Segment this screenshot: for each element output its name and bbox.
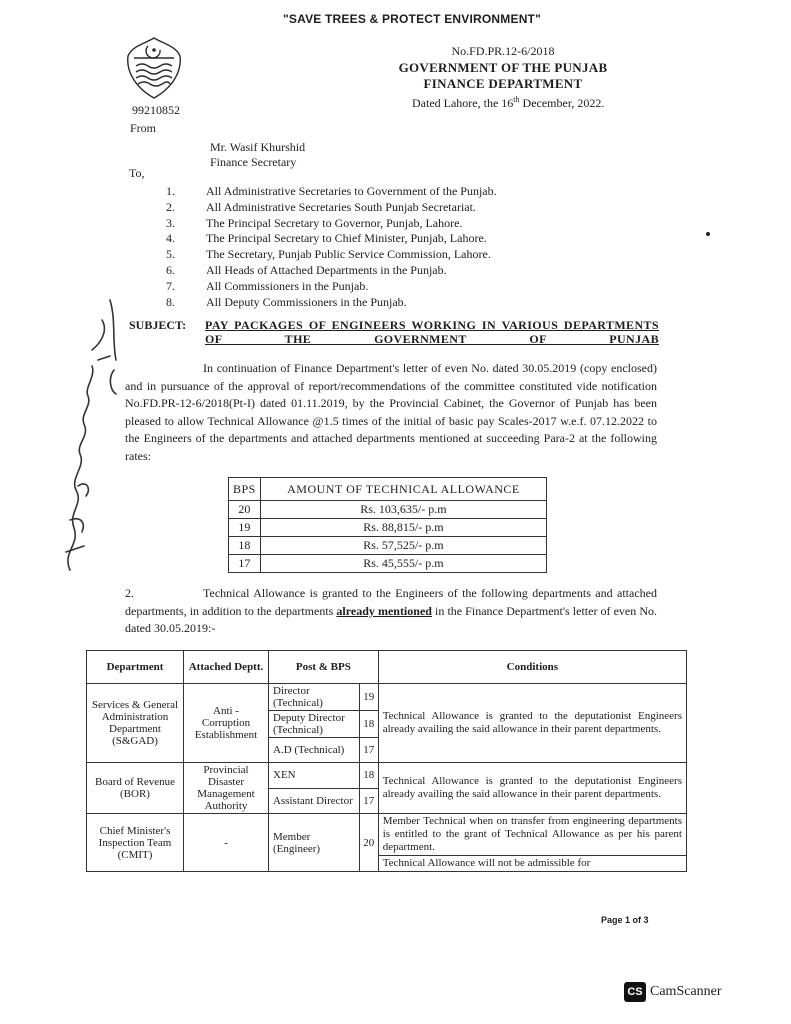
conditions-cell: Technical Allowance is granted to the deputationist Engineers already availing the said allowance in their parent departments.: [378, 763, 686, 814]
amount-cell: Rs. 103,635/- p.m: [260, 501, 546, 519]
letter-date: Dated Lahore, the 16th December, 2022.: [412, 95, 605, 110]
header-bps: BPS: [229, 478, 261, 501]
department-name: FINANCE DEPARTMENT: [423, 76, 583, 91]
addressee-item: 2. All Administrative Secretaries South Punjab Secretariat.: [166, 199, 476, 214]
bps-cell: 20: [359, 814, 378, 872]
department-cell: Services & General Administration Department (S&GAD): [87, 684, 184, 763]
sender-block: [210, 140, 305, 170]
addressee-list: [166, 184, 497, 310]
bps-cell: 18: [359, 763, 378, 789]
table-row: [87, 763, 687, 789]
table-row: [229, 519, 547, 537]
department-cell: Board of Revenue (BOR): [87, 763, 184, 814]
conditions-cell: Technical Allowance is granted to the deputationist Engineers already availing the said allowance in their parent departments.: [378, 684, 686, 763]
bps-cell: 18: [229, 537, 261, 555]
from-label: From: [130, 121, 157, 135]
camscanner-logo-icon: CS: [624, 982, 646, 1002]
sender-name: Mr. Wasif Khurshid: [210, 140, 306, 154]
department-cell: Chief Minister's Inspection Team (CMIT): [87, 814, 184, 872]
bps-cell: 20: [229, 501, 261, 519]
amount-cell: Rs. 88,815/- p.m: [260, 519, 546, 537]
header-department: Department: [87, 651, 184, 684]
table-row: [229, 537, 547, 555]
bps-cell: 18: [359, 711, 378, 738]
bps-cell: 17: [229, 555, 261, 573]
department-table: [86, 650, 687, 872]
attached-dept-cell: Provincial Disaster Management Authority: [184, 763, 269, 814]
paragraph-2-number: 2.: [125, 586, 134, 600]
addressee-item: 3. The Principal Secretary to Governor, Punjab, Lahore.: [166, 215, 463, 230]
conditions-cell: Member Technical when on transfer from engineering departments is entitled to the grant of Technical Allowance as per his parent department.: [378, 814, 686, 856]
addressee-item: 7. All Commissioners in the Punjab.: [166, 278, 369, 293]
scan-speck: [706, 232, 710, 236]
paragraph-1: In continuation of Finance Department's letter of even No. dated 30.05.2019 (copy enclosed) and in pursuance of the approval of report/recommendations of the committee constituted vide notification No.FD.PR-12-6/2018(Pt-I) dated 01.11.2019, by the Provincial Cabinet, the Governor of Punjab has been pleased to allow Technical Allowance @1.5 times of the initial of basic pay Scales-2017 w.e.f. 07.12.2022 to the Engineers of the departments and attached departments mentioned at succeeding Para-2 at the following rates:: [125, 361, 657, 463]
header-attached: Attached Deptt.: [184, 651, 269, 684]
bps-cell: 19: [359, 684, 378, 711]
paragraph-2: 2. Technical Allowance is granted to the Engineers of the following departments and attached departments, in addition to the departments already mentioned in the Finance Department's letter of even No. dated 30.05.2019:-: [125, 586, 657, 635]
post-cell: Deputy Director (Technical): [269, 711, 360, 738]
amount-cell: Rs. 45,555/- p.m: [260, 555, 546, 573]
subject-label: SUBJECT:: [129, 318, 187, 332]
punjab-crest-logo: [124, 36, 184, 100]
addressee-item: 1. All Administrative Secretaries to Government of the Punjab.: [166, 184, 497, 198]
amount-cell: Rs. 57,525/- p.m: [260, 537, 546, 555]
post-cell: Member (Engineer): [269, 814, 360, 872]
conditions-cell: Technical Allowance will not be admissible for: [378, 856, 686, 872]
letterhead: [373, 44, 633, 92]
to-label: To,: [129, 166, 145, 180]
bps-cell: 19: [229, 519, 261, 537]
handwritten-signature: [40, 290, 120, 580]
attached-dept-cell: -: [184, 814, 269, 872]
letter-number: No.FD.PR.12-6/2018: [451, 44, 555, 58]
addressee-item: 4. The Principal Secretary to Chief Minister, Punjab, Lahore.: [166, 231, 487, 246]
table-header-row: [87, 651, 687, 684]
header-conditions: Conditions: [378, 651, 686, 684]
camscanner-text: CamScanner: [650, 984, 722, 999]
sender-designation: Finance Secretary: [210, 155, 297, 169]
addressee-item: 6. All Heads of Attached Departments in the Punjab.: [166, 262, 447, 277]
page-number: Page 1 of 3: [601, 915, 649, 925]
table-header-row: [229, 478, 547, 501]
camscanner-watermark: [624, 982, 722, 1002]
post-cell: XEN: [269, 763, 360, 789]
header-amount: AMOUNT OF TECHNICAL ALLOWANCE: [260, 478, 546, 501]
slogan: "SAVE TREES & PROTECT ENVIRONMENT": [283, 12, 541, 26]
technical-allowance-table: [228, 477, 547, 573]
bps-cell: 17: [359, 738, 378, 763]
addressee-item: 8. All Deputy Commissioners in the Punjab.: [166, 294, 407, 309]
post-cell: Assistant Director: [269, 788, 360, 814]
table-row: [229, 555, 547, 573]
post-cell: A.D (Technical): [269, 738, 360, 763]
emphasis-already-mentioned: already mentioned: [336, 603, 432, 618]
government-name: GOVERNMENT OF THE PUNJAB: [398, 60, 608, 75]
bps-cell: 17: [359, 788, 378, 814]
attached-dept-cell: Anti - Corruption Establishment: [184, 684, 269, 763]
table-row: [87, 684, 687, 711]
subject-text: PAY PACKAGES OF ENGINEERS WORKING IN VARIOUS DEPARTMENTS OF THE GOVERNMENT OF PUNJAB: [205, 318, 659, 346]
post-cell: Director (Technical): [269, 684, 360, 711]
addressee-item: 5. The Secretary, Punjab Public Service Commission, Lahore.: [166, 247, 491, 262]
diary-number: 99210852: [132, 103, 180, 117]
table-row: [229, 501, 547, 519]
header-post-bps: Post & BPS: [269, 651, 379, 684]
table-row: [87, 814, 687, 856]
